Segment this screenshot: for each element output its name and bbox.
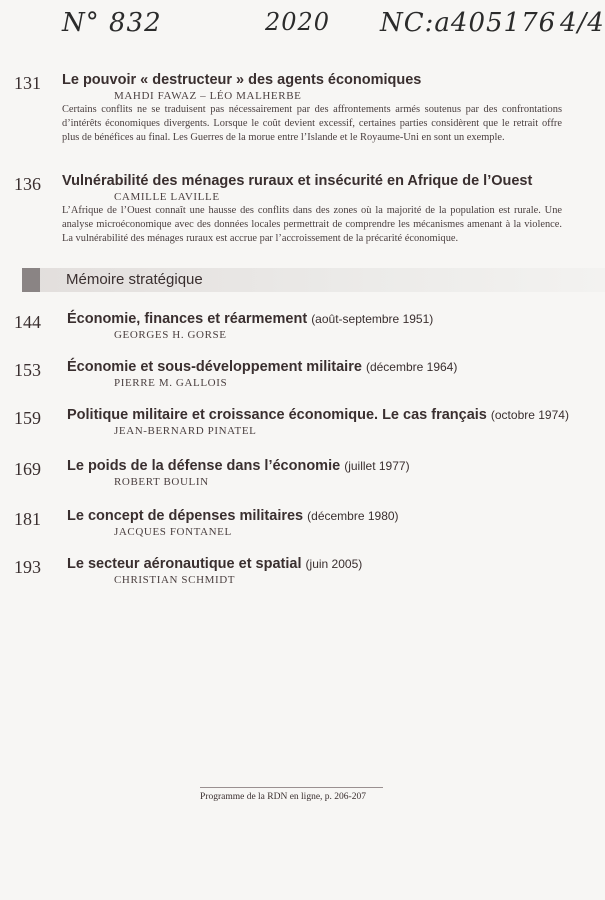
memoire-title-text: Le concept de dépenses militaires	[67, 508, 304, 524]
memoire-author: JACQUES FONTANEL	[114, 526, 232, 538]
page-number: 181	[14, 509, 41, 529]
article-summary: L’Afrique de l’Ouest connaît une hausse des conflits dans des zones où la majorité de la population est rurale. Une analyse microéconomique avec des données locales permettrait de comprendre les mécanismes amenant à la violence. La vulnérabilité des ménages ruraux est accrue par l’accroissement de la précarité économique.	[62, 205, 562, 245]
memoire-date: (juin 2005)	[305, 557, 363, 571]
memoire-title	[67, 311, 433, 327]
page-number: 193	[14, 557, 41, 577]
section-marker	[22, 268, 40, 292]
memoire-author: PIERRE M. GALLOIS	[114, 377, 228, 389]
section-title: Mémoire stratégique	[66, 271, 203, 288]
memoire-title-text: Le secteur aéronautique et spatial	[67, 556, 302, 572]
memoire-date: (octobre 1974)	[490, 408, 569, 422]
page-number: 159	[14, 408, 41, 428]
handwritten-issue-number: N° 832	[62, 8, 162, 38]
memoire-title-text: Le poids de la défense dans l’économie	[67, 458, 341, 474]
memoire-date: (décembre 1980)	[307, 509, 399, 523]
memoire-date: (juillet 1977)	[344, 459, 410, 473]
memoire-title	[67, 508, 399, 524]
article-title: Le pouvoir « destructeur » des agents économiques	[62, 72, 422, 88]
memoire-author: CHRISTIAN SCHMIDT	[114, 574, 236, 586]
memoire-title-text: Économie et sous-développement militaire	[67, 359, 362, 375]
memoire-date: (décembre 1964)	[365, 360, 458, 374]
article-authors: MAHDI FAWAZ – LÉO MALHERBE	[114, 90, 302, 102]
page-number: 136	[14, 174, 41, 194]
handwritten-year: 2020	[265, 8, 331, 36]
article-authors: CAMILLE LAVILLE	[114, 191, 220, 203]
section-header	[22, 268, 605, 292]
article-summary: Certains conflits ne se traduisent pas nécessairement par des affrontements armés soutenus par des confrontations d’intérêts économiques divergents. Lorsque le coût devient excessif, certaines parties considèrent que le retrait offre plus de bénéfices au final. Les Guerres de la morue entre l’Islande et le Royaume-Uni en sont un exemple.	[62, 104, 562, 144]
memoire-title-text: Politique militaire et croissance économique. Le cas français	[67, 407, 487, 423]
page-number: 144	[14, 312, 41, 332]
footer-divider	[200, 787, 383, 788]
memoire-author: JEAN-BERNARD PINATEL	[114, 425, 257, 437]
article-title: Vulnérabilité des ménages ruraux et insécurité en Afrique de l’Ouest	[62, 173, 533, 189]
handwritten-page-fraction: 4/4	[560, 8, 605, 38]
memoire-title	[67, 407, 569, 423]
memoire-title-text: Économie, finances et réarmement	[67, 311, 308, 327]
page-number: 153	[14, 360, 41, 380]
handwritten-code: NC:a405176	[380, 8, 557, 38]
memoire-author: GEORGES H. GORSE	[114, 329, 227, 341]
memoire-title	[67, 458, 410, 474]
page-number: 169	[14, 459, 41, 479]
memoire-title	[67, 359, 457, 375]
memoire-author: ROBERT BOULIN	[114, 476, 209, 488]
memoire-title	[67, 556, 362, 572]
memoire-date: (août-septembre 1951)	[311, 312, 434, 326]
page-number: 131	[14, 73, 41, 93]
footer-note[interactable]: Programme de la RDN en ligne, p. 206-207	[200, 792, 366, 802]
